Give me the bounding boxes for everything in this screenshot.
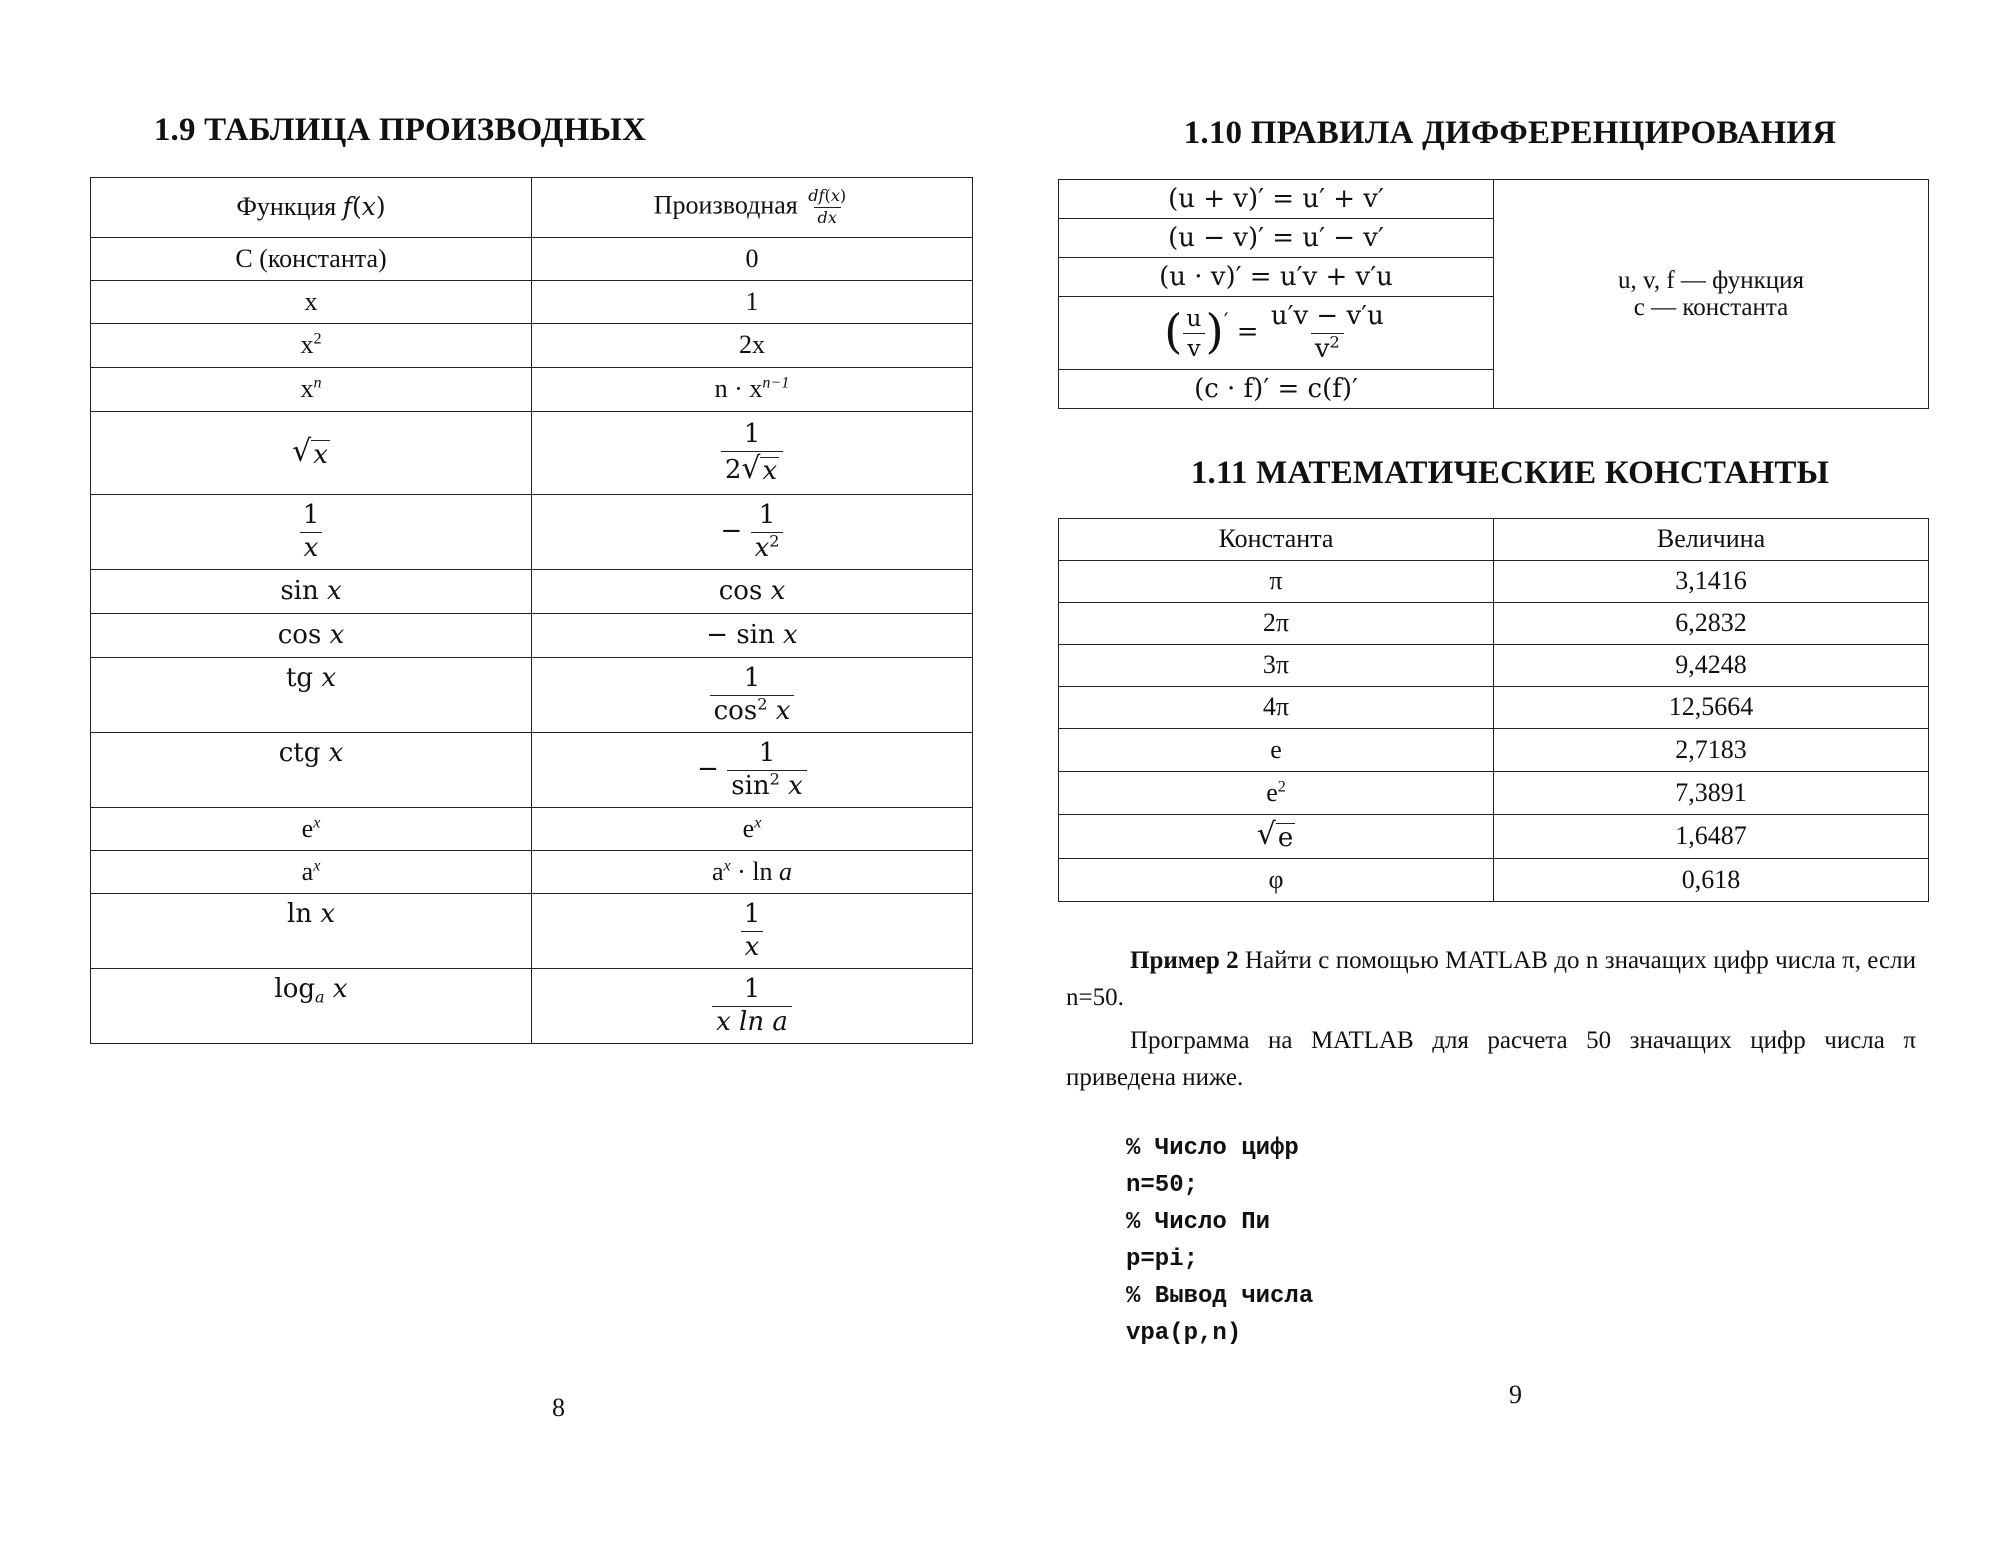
code-line: % Число Пи xyxy=(1126,1209,1271,1236)
table-row: x 1 xyxy=(91,281,973,324)
table-row: sin x cos x xyxy=(91,570,973,614)
code-line: n=50; xyxy=(1126,1172,1199,1199)
table-row: ctg x − $\frac{1}{\sin^2 x}$ xyxy=(91,733,973,808)
example-paragraph: Пример 2 Найти с помощью MATLAB до n значащих цифр числа π, если n=50. xyxy=(1066,947,1916,1011)
table-row: e 2,7183 xyxy=(1059,729,1929,772)
table-row: 3π 9,4248 xyxy=(1059,645,1929,687)
example-paragraph-2: Программа на MATLAB для расчета 50 значащих цифр числа π приведена ниже. xyxy=(1066,1027,1916,1091)
rule-row: (c · f)′ = c(f)′ xyxy=(1059,370,1929,409)
sqrt-symbol: √ xyxy=(1256,817,1276,853)
table-row: $e^x$ $e^x$ xyxy=(91,808,973,851)
table-row: π 3,1416 xyxy=(1059,561,1929,603)
derivatives-title: 1.9 ТАБЛИЦА ПРОИЗВОДНЫХ xyxy=(153,112,647,148)
rules-title: 1.10 ПРАВИЛА ДИФФЕРЕНЦИРОВАНИЯ xyxy=(1183,115,1837,151)
table-row: 4π 12,5664 xyxy=(1059,687,1929,729)
table-row: $a^x$ $a^x \cdot \ln a$ xyxy=(91,851,973,894)
table-row: $\log_a x$ $\frac{1}{\text{x ln a}}$ xyxy=(91,969,973,1044)
code-line: % Число цифр xyxy=(1126,1135,1299,1162)
right-page xyxy=(1000,0,2000,1550)
table-row: $x^n$ $n \cdot x^{n-1}$ xyxy=(91,368,973,412)
code-line: % Вывод числа xyxy=(1126,1283,1314,1310)
table-row: $e^2$ 7,3891 xyxy=(1059,772,1929,815)
constants-title: 1.11 МАТЕМАТИЧЕСКИЕ КОНСТАНТЫ xyxy=(1190,455,1830,491)
sqrt-symbol: √ xyxy=(292,433,312,469)
rules-table xyxy=(1058,179,1929,409)
table-row: $\frac{1}{x}$ − $\frac{1}{x^2}$ xyxy=(91,495,973,570)
table-row: √ e 1,6487 xyxy=(1059,815,1929,859)
table-row: ln x $\frac{1}{x}$ xyxy=(91,894,973,969)
rules-note: u, v, f — функция c — константа xyxy=(1494,180,1929,409)
table-row: φ 0,618 xyxy=(1059,859,1929,902)
derivatives-table xyxy=(90,177,973,1044)
code-block xyxy=(1126,1130,1313,1352)
header-derivative: Производная $\frac{df(x)}{dx}$ xyxy=(532,178,973,238)
page-number-right: 9 xyxy=(1509,1380,1522,1409)
table-row: С (константа) 0 xyxy=(91,238,973,281)
constants-table xyxy=(1058,518,1929,902)
rule-row: (u + v)′ = u′ + v′ u, v, f — функция c — константа xyxy=(1059,180,1929,219)
table-row: cos x − sin x xyxy=(91,614,973,658)
table-row: 2π 6,2832 xyxy=(1059,603,1929,645)
rule-row: (u · v)′ = u′v + v′u xyxy=(1059,258,1929,297)
table-row: √ x 1 2 √ x xyxy=(91,412,973,495)
rule-row: (u − v)′ = u′ − v′ xyxy=(1059,219,1929,258)
rule-row: ( $\frac{u}{v}$ )′ = $\frac{u'v - v'u}{v^2}$ xyxy=(1059,297,1929,370)
example-label: Пример 2 xyxy=(1130,947,1239,974)
table-row: tg x $\frac{1}{\cos^2 x}$ xyxy=(91,658,973,733)
code-line: p=pi; xyxy=(1126,1246,1199,1273)
table-row: $x^2$ 2x xyxy=(91,324,973,368)
constants-header-row: Константа Величина xyxy=(1059,519,1929,561)
page-number-left: 8 xyxy=(552,1393,565,1422)
header-function: Функция f(x) xyxy=(91,178,532,238)
code-line: vpa(p,n) xyxy=(1126,1320,1242,1347)
table-header-row xyxy=(91,178,973,238)
